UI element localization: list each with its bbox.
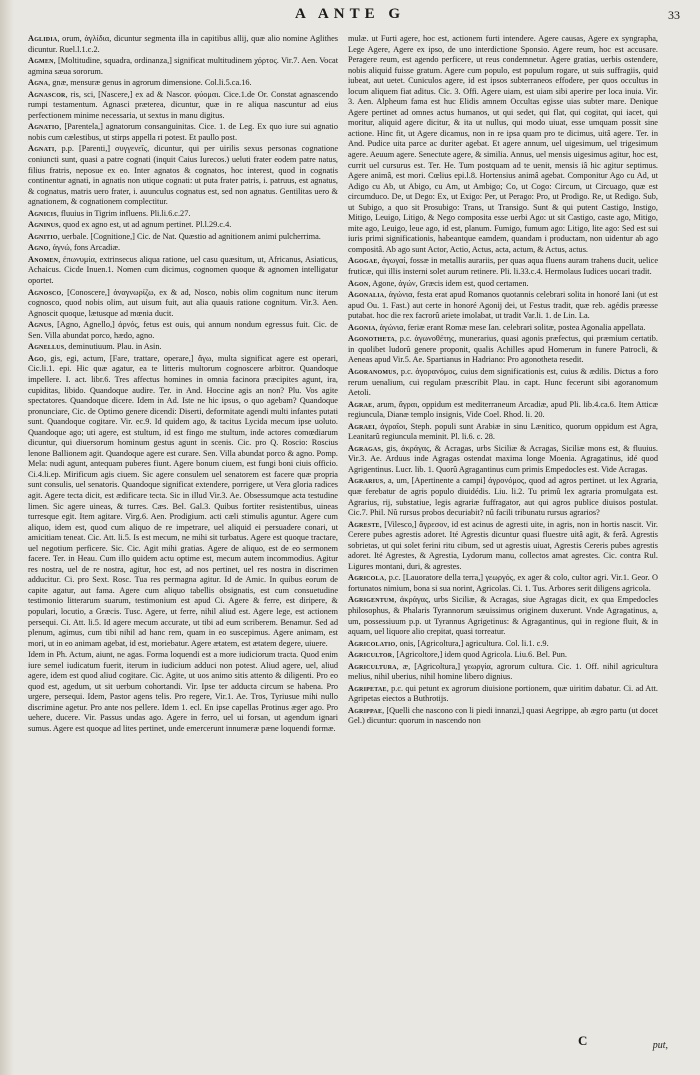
right-column <box>348 34 658 1034</box>
dictionary-entry <box>28 144 338 207</box>
entry-text: , onis, [Agricoltura,] agricultura. Col. li.1. c.9. <box>395 638 549 648</box>
dictionary-entry <box>28 78 338 89</box>
entry-text: , [Parentela,] agnatorum consanguinitas. Cice. 1. de Leg. Ex quo iure sui agnatio nobis cum cælestibus, ut stirps appella ri potest. Et paullo post. <box>28 122 338 142</box>
entry-headword: Ago <box>28 353 44 363</box>
entry-headword: Agonia <box>348 322 376 332</box>
entry-headword: Agno <box>28 243 49 253</box>
dictionary-entry <box>348 476 658 518</box>
entry-headword: Anomen <box>28 254 59 264</box>
entry-text: , [Moltitudine, squadra, ordinanza,] significat multitudinem χόρτος. Vir.7. Aen. Vocat agmina sæua sororum. <box>28 56 338 76</box>
entry-text: , deminutiuum. Plau. in Asin. <box>64 342 162 352</box>
entry-headword: Agrae <box>348 399 373 409</box>
entry-text: , ἀγωγαί, fossæ in metallis aurariis, per quas aqua fluens auram trahens ducit, uelice fruticæ, qui illis insterni solet aurum retinere. Pli. li.33.c.4. Hermolaus Iudices uocari tradit. <box>348 256 658 277</box>
entry-headword: Agricola <box>348 573 385 583</box>
dictionary-entry <box>348 662 658 683</box>
dictionary-entry <box>348 650 658 661</box>
entry-headword: Agripetae <box>348 683 387 693</box>
entry-headword: Agrarius <box>348 476 384 486</box>
entry-headword: Agnascor <box>28 89 66 99</box>
entry-text: , gis, egi, actum, [Fare, trattare, operare,] ἄγω, multa significat agere est operari, Cic.li.1. epi. Hic quæ agatur, ea te litteris multorum cognoscere arbitror. Quandoque impellere. I. act. libr.6. Tres affectus homines in omnia facinora præcipites agunt, ira, cupiditas, libido. Quandoque audire. Ter. in And. Hoccine agis an non? Plu. Vos agite spectatores. Quandoque dicere. Idem in Ad. Iste ne hic ipsus, o quo agebam? Quandoque pronunciare, Cic. de Optimo genere dicendi: Diserti, deformitate agendi multi infantes putati sunt. Quandoque cogitare. Vir. ec.9. Id quidem ago, & tacitus Lycida mecum ipse uoluto. Quandoque ago; uti agere, est stultum, id est fingo me stultum, inde actores comœdiarum dicuntur, qui diuersorum hominum gestus agunt in scenis. Cic. pro Q. Roscio: Roscius lenone Ballionem agit. Quandoque agere est curare. Sen. Villa abundat porco & agno. Pomp. Mela: nudi agunt, antequam puberes fiunt. Agere bonum ciuem, est fungi boni ciuis officio. Ci.4.li.ep. Mirificum agis ciuem. Sic agere consulem uel senatorem est facere quæ propria sunt consulis, uel senatoris. Quandoque significat extendere, porrigere, ut Vera gloria radices agit. Agere tecta dicit, est ædificare tecta. Sic in illud Vir.3. Ae. Obsessumque acta testudine limen. Sic agere uineas, & turres. Cæs. Bel. Gal.3. Quibus fortiter resistentibus, uineas turresque egit. Item agitare. Virg.6. Aen. Prodigium. acti cæli stimulis aguntur. Agere cum aliquo, idem est, quod cum aliquo de re impetrare, uel aliquid ei persuadere conari, ut amicitiam teneat. Cic. Att. li.5. Is est mecum, ne mihi sit turbatus. Agere est quoque tractare, uel negotium perficere. Sic. Cic. Agit mihi gratias. Agere de aliquo, est de eo sermonem facere. Ter. in Heau. Cum illo quidem actu optime est, mecum autem incommodius. Agitur res nostra, uel de re nostra, agitur, hoc est, ad nos pertinet, uel res nostra in discrimen adducitur. Ci. pro Sext. Rosc. Tua res permagna agitur. Id de Amic. In quibus eorum de capite agatur, aut fama. Agere cum aliquo tabellis obsignatis, est cum consuetudine testimonio litterarum suarum, testimonium est apud Ci. Agere & ferre, est diripere, & populari, locutio, a Græcis. Tusc. Agere, ut ferre, nihil aliud est. Agere lege, est actionem persequi. Ci. Att. li.5. Id agere mecum accurate, ut tibi ad eum scriberem. Benamur. Sed ad plenum, agimus, cum tibi nihil ad hanc rem, quam in eo suscepimus. Agere animam, est mori, ut in eo animam agebat, id est, moriebatur. Agere ætatem, est ætatem degere, uiuere. <box>28 353 338 648</box>
entry-headword: Agonalia <box>348 290 385 300</box>
entry-text: , [Quelli che nascono con li piedi innanzi,] quasi Aegrippe, ab ægro partu (ut docet Gel.) dicuntur: quorum in nascendo non <box>348 705 658 726</box>
entry-headword: Agonotheta <box>348 334 395 344</box>
entry-headword: Agricultura <box>348 661 397 671</box>
entry-headword: Agna <box>28 78 49 88</box>
dictionary-entry <box>348 367 658 399</box>
entry-text: , p.c. qui petunt ex agrorum diuisione portionem, quæ uiritim dabatur. Ci. ad Att. Agripetas eiectos a Buthrotijs. <box>348 683 658 704</box>
dictionary-entry <box>348 334 658 366</box>
dictionary-entry <box>348 444 658 476</box>
entry-text: , æ, [Agricoltura,] γεωργία, agrorum cultura. Cic. 1. Off. nihil agricultura melius, nihil uberius, nihil homine libero dignius. <box>348 661 658 682</box>
dictionary-entry <box>348 520 658 573</box>
entry-text: , p.c. ἀγορανόμος, cuius dem significationis est, cuius & ædilis. Dictus a foro rerum uenalium, cui regulam præscribit Plau. in capt. Hunc fecerunt sibi agoranomum Aetoli. <box>348 366 658 398</box>
dictionary-entry <box>348 573 658 594</box>
entry-text: , ἀκράγας, urbs Siciliæ, & Acragas, siue Agragas dicit, ex qua Empedocles philosophus, & Phalaris Tyrannorum sæuissimus originem duxerunt. Vnde Agragatinus, a, um, possessiuum p.p. ut Tyrannus Agrigetinus: & Agragantinus, qui in regione fluit, & in aquam, uel liquore alio crepitat, quasi torreatur. <box>348 595 658 637</box>
entry-headword: Agnatio <box>28 122 60 132</box>
entry-headword: Agricolatio <box>348 638 396 648</box>
entry-text: , fluuius in Tigrim influens. Pli.li.6.c.27. <box>56 208 191 218</box>
entry-headword: Agraei <box>348 421 375 431</box>
entry-headword: Agnitio <box>28 231 58 241</box>
entry-text: , [Agricoltore,] idem quod Agricola. Liu.6. Bel. Pun. <box>392 650 568 660</box>
dictionary-entry <box>28 56 338 77</box>
entry-text: , [Vilesco,] ἄγρεσον, id est acinus de agresti uite, in agris, non in hortis nascit. Vir. Cerere pubes agrestis adoret. Ité Agrestis dicuntur quasi fluestre uitâ agit, & ferâ. Agrestis sobrietas, ut qui solet ferini ritu cibum, sed ut agrestis uiuat, Agrestis Cereris pubes agrestis adoret. Ité Agrestes, & Agrestia, Lydorum manu, collectos amat agrestes. Cic. contra Rul. Ligures montani, duri, & agrestes. <box>348 519 658 571</box>
entry-text: , ἐπωνυμία, extrinsecus aliqua ratione, uel casu quæsitum, ut, Africanus, Asiaticus, Achaicus. Cicde Inuen.1. Nomen cum dicimus, cognomen quoque & agnomen intelligatur oportet. <box>28 254 338 286</box>
dictionary-entry <box>348 684 658 705</box>
running-head: A ANTE G <box>294 6 406 22</box>
page-number: 33 <box>668 8 680 22</box>
entry-text: , arum, ἄγραι, oppidum est mediterraneum Arcadiæ, apud Pli. lib.4.ca.6. Item Atticæ regiuncula, Dianæ templo insignis, Vide Coel. Rhod. li. 20. <box>348 399 658 420</box>
dictionary-entry <box>28 243 338 254</box>
dictionary-entry <box>28 342 338 353</box>
entry-headword: Agreste <box>348 519 380 529</box>
entry-headword: Agon <box>348 278 369 288</box>
entry-text: , gis, ἀκράγας, & Acragas, urbs Siciliæ & Acragas, Siciliæ mons est, & fluuius. Vir.3. Ae. Arduus inde Agragas ostendat maxima longe Moenia. Agragatinus, idé quod Agrigentinus. Lucr. lib. 1. Quorû Agragantinus cum primis Empedocles est. Vide Acragas. <box>348 443 658 474</box>
entry-headword: Agogae <box>348 256 378 266</box>
page-gutter-shadow <box>0 0 14 1075</box>
dictionary-entry <box>28 122 338 143</box>
entry-headword: Agnati <box>28 144 55 154</box>
entry-text: , p.c. ἀγωνοθέτης, munerarius, quasi agonis præfectus, qui præmium certatib. in quolibet ludorû genere proponit, qualis Achilles apud Homerum in funere Patrocli, & Aeneas apud Vir.5. Ae. Spartianus in Hadriano: Pro agonotheta resedit. <box>348 334 658 365</box>
entry-text: , p.p. [Parenti,] συγγενεῖς, dicuntur, qui per uirilis sexus personas cognatione coniuncti sunt, quasi a patre cognati (inquit Caius Iurecos.) ueluti frater eodem patre natus, filius fratris, neposue ex eo. Inter agnatos & cognatos, hoc interest, quod in cognatis continentur agnati, in agnatis non utique cognati: ut puta frater patris, i. patruus, est agnatus, & cognatus, matris uero frater, i. auunculus cognatus est, sed non agnatus. Gentilitas uero & agnationem, & cognationem complectitur. <box>28 144 338 207</box>
entry-headword: Agrippae <box>348 705 383 715</box>
dictionary-entry <box>348 706 658 727</box>
entry-text: , [Agno, Agnello,] ἀρνός, fetus est ouis, qui annum nondum egressus fuit. Cic. de Sen. Villa abundat porco, hædo, agno. <box>28 320 338 340</box>
dictionary-entry <box>28 320 338 341</box>
entry-text: , a, um, [Apertinente a campi] ἀγρονόμος, quod ad agros pertinet. ut lex Agraria, quæ ferebatur de agris populo diuidédis. Liu. li.2. Tu primû lex agraria promulgata est. Agrarius, rij, substatiue, legis agrariæ fuffragator, aut qui agros publice diuisos postulat. Cic.7. Phil. Nû rursus probos decuriabit? nû facili tribunatu rursus agrarios? <box>348 476 658 518</box>
entry-headword: Agnosco <box>28 287 62 297</box>
signature-mark: C <box>578 1033 588 1048</box>
dictionary-entry <box>348 595 658 637</box>
entry-text: , ἀγώνια, festa erat apud Romanos quotannis celebrari solita in honoré Iani (ut est apud Ou. 1. Fast.) aut certe in honoré Agonij dei, ut Festus tradit, quæ reb. agédis præesse putabat. hoc die rex facrorû ariete imolabat, ut tradit Var.li. 1. de Lin. La. <box>348 290 658 321</box>
dictionary-entry <box>348 323 658 334</box>
entry-text: , ἀγώνια, feriæ erant Romæ mese Ian. celebrari solitæ, postea Agonalia appellata. <box>375 322 646 332</box>
entry-text: , p.c. [Lauoratore della terra,] γεωργός, ex ager & colo, cultor agri. Vir.1. Geor. O fortunatos nimium, bona si sua norint, Agricolas. Ci. 1. Tus. Arbores serit diligens agricola. <box>348 573 658 593</box>
dictionary-entry <box>28 255 338 287</box>
dictionary-entry <box>348 290 658 322</box>
entry-text: , Agone, ἀγών, Græcis idem est, quod certamen. <box>368 278 529 288</box>
page-header <box>0 4 700 26</box>
entry-text: , orum, ἀγλίδια, dicuntur segmenta illa in capitibus allij, quæ alio nomine Aglithes dicuntur. Ruel.l.1.c.2. <box>28 34 338 54</box>
dictionary-entry <box>28 354 338 649</box>
entry-text: , [Conoscere,] ἀναγνωρίζω, ex & ad, Nosco, nobis olim cognitum nunc iterum cognosco, quod nobis olim, aut uisum fuit, aut alia quauis ratione cognitum. Vir.3. Aen. Agnoscit quoque, lætusque ad mœnia ducit. <box>28 287 338 318</box>
entry-headword: Agrigentum <box>348 595 395 605</box>
entry-headword: Agoranomus <box>348 366 397 376</box>
catchword: put, <box>652 1040 668 1051</box>
dictionary-entry <box>348 279 658 290</box>
entry-text: , quod ex agno est, ut ad agnum pertinet. Pl.l.29.c.4. <box>58 220 232 230</box>
dictionary-entry <box>348 422 658 443</box>
entry-headword: Agmen <box>28 56 54 66</box>
entry-headword: Agninus <box>28 220 59 230</box>
dictionary-entry <box>348 639 658 650</box>
entry-headword: Agnellus <box>28 342 65 352</box>
entry-text: mulæ. ut Furti agere, hoc est, actionem furti intendere. Agere causas, Agere ex syngrapha, Lege Agere, Agere ex ipso, de uno interdictione Sponsio. Agere reum, hoc est accusare. Peragere reum, est agendo perficere, ut reus condemnetur. Agere gratias, uerbis ostendere, nobis aliquid fuisse gratum. Agere cum populo, est populum rogare, ut suis suffragiis, quid iubeat, aut uetet. Cuniculos agere, id est ipsos subterraneos effodere, per quos occultus in locum aliquem fiat aditus. Cic. 3. Offi. Agere uiam, est uiam sibi aperire per loca inuia. Vir. 3. Aen. Alpheum fama est huc Elidis amnem Occultas egisse uias subter mare. Denique Agere pertinet ad omnes actus humanos, ut qui sedet, qui flat, qui cogitat, qui iacet, qui moritur, aliquid agere dicitur, & ita ut nullus, qui modo uiuat, esse umquam possit sine actione. Hinc fit, ut Agere dicamus, non in re ipsa quam pro te dicimus, uitâ agere. Ter. in And. Pudice uita parce ac duriter agebat. Et agere annum, uel uigesimum, uel trigesimum agere. Aeuum agere. Senectute agere, & similia. Annus, uel mensis uigesimus agitur, hoc est, currit uel cursurus est. Ter. He. Tum postquam ad te uenit, mensis iâ hic agitur septimus. Agere animâ, est mori. Cœlius epi.l.8. Hortensius animâ agebat. Componitur Ago cu Ad, ut Adigo cu Ab, ut Abigo, cu Am, ut Ambigo; Co, ut Cogo: Circum, ut Circuago, quæ est circumduco. De, ut Dego: Ex, ut Exigo: Per, ut Perago: Pro, ut Prodigo. Re, ut Redigo. Sub, ut Subigo, a quo sit Prosubigo: Trans, ut Transigo. Sunt & qui putent Castigo, Instigo, Mitigo, Leuigo, Litigo, & Nego composita esse uerbi Ago: ut sit Castigo, caste ago, Mitigo, mite ago, Leuigo, leue ago, id est, planum. Fumigo, fumum ago: Litigo, lite ago: Sed est sui iuris primi significationis, habeantque eamdem, quandam i productam, non uidentur ab ago compositâ. Ab ago sunt Actor, Actio, Actus, acta, actum, & Actus, actus. <box>348 34 658 254</box>
entry-headword: Agnus <box>28 320 52 330</box>
dictionary-entry <box>28 220 338 231</box>
entry-headword: Aglidia <box>28 34 58 43</box>
dictionary-entry <box>28 90 338 122</box>
entry-text: , uerbale. [Cognitione,] Cic. de Nat. Quæstio ad agnitionem animi pulcherrima. <box>57 231 321 241</box>
entry-text: , ἀγραῖοι, Steph. populi sunt Arabiæ in sinu Lænitico, quorum oppidum est Agra, Leanitarû regiuncula meminit. Pl. li.6. c. 28. <box>348 421 658 442</box>
dictionary-entry <box>348 34 658 255</box>
dictionary-entry <box>348 256 658 277</box>
dictionary-entry <box>28 288 338 320</box>
entry-text: , ἀγνώ, fons Arcadiæ. <box>48 243 121 253</box>
entry-headword: Agricultor <box>348 650 393 660</box>
dictionary-entry <box>28 650 338 734</box>
entry-text: , gnæ, mensuræ genus in agrorum dimensione. Col.li.5.ca.16. <box>48 78 252 88</box>
entry-text: Idem in Ph. Actum, aiunt, ne agas. Forma loquendi est a more iudiciorum tracta. Quod enim iure semel iudicatum fuerit, iterum in iudicium adduci non potest. Aliud agere, uel, aliud agere, idem est quod aliud cogitare. Cic. Agite, ut uos animo sitis attento & diligenti. Pro eo quod est, agedum, ut sit uerbum cohortandi. Vir. Ipse ter adducta circum se habena. Pro urgere, persequi. Idem, Pastor agens telis. Pro regere, Vir.1. Ae. Tros, Tyriusue mihi nullo discrimine agetur. Pro ante nos pellere. Idem 1. ecl. En ipse capellas Protinus æger ago. Pro uehere, ducere. Vir. Passus undas ago. Agere in ferro, uel ui forsan, ut agendum ignari sumus. Agere est quoque ad lites pertinet, unde emercerunt innumeræ pæne loquendi formæ. <box>28 650 338 733</box>
dictionary-entry <box>28 34 338 55</box>
entry-headword: Agragas <box>348 443 382 453</box>
entry-text: , ris, sci, [Nascere,] ex ad & Nascor. φύομαι. Cice.1.de Or. Constat agnascendo rumpi testamentum. Agnasci præterea, dicuntur, quæ in re aliqua nascuntur ad eius perfectionem minime necessaria, ut sextus in manu digitus. <box>28 89 338 120</box>
dictionary-entry <box>28 232 338 243</box>
entry-headword: Agnicis <box>28 208 57 218</box>
dictionary-entry <box>28 209 338 220</box>
left-column <box>28 34 338 1034</box>
dictionary-entry <box>348 400 658 421</box>
